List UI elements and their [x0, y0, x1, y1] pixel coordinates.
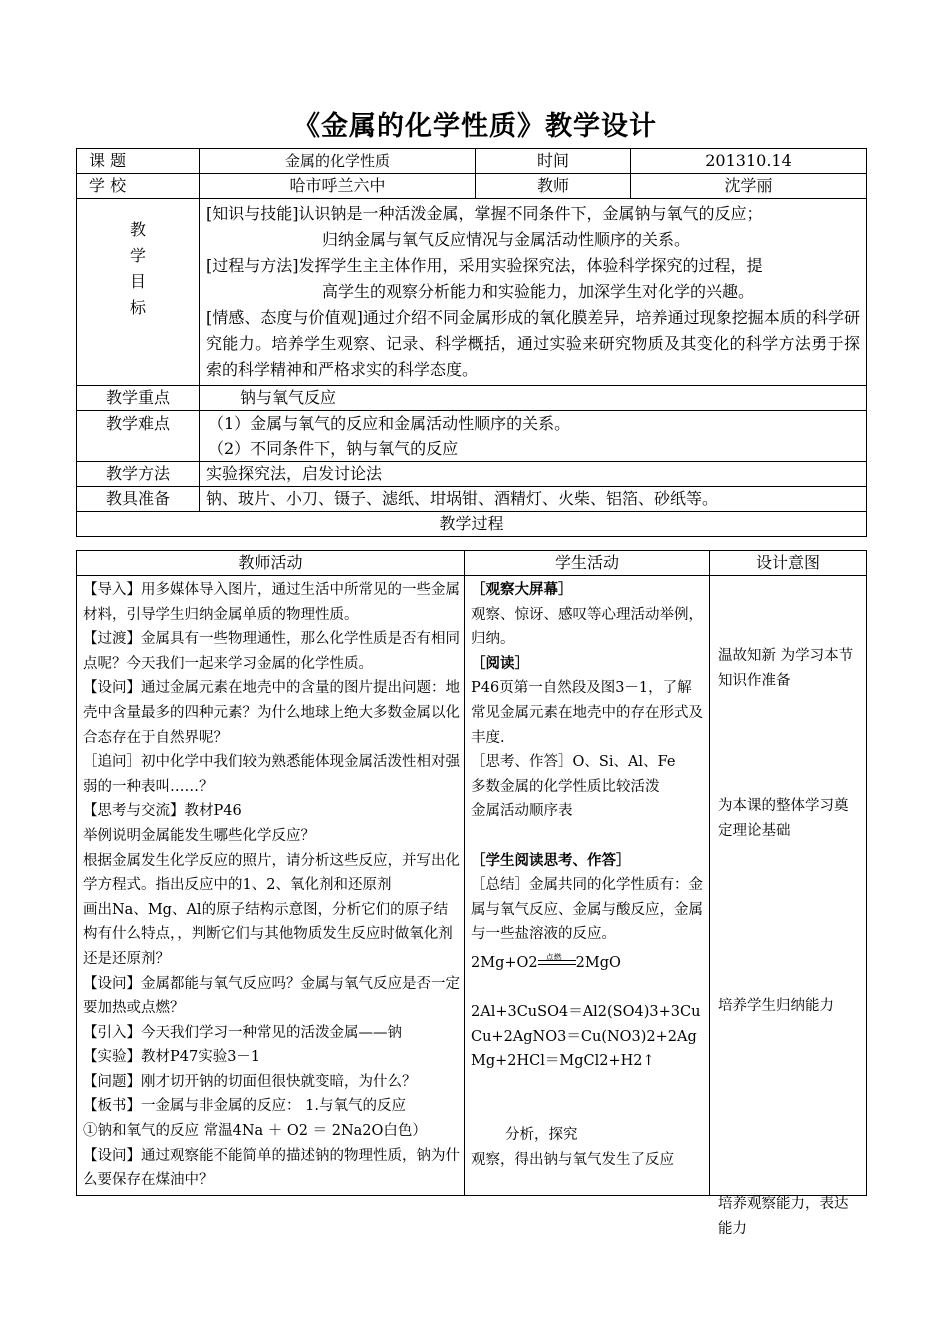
time-label: 时间: [476, 149, 631, 174]
equation-2: 2Al+3CuSO4＝Al2(SO4)3+3Cu: [471, 1004, 701, 1021]
equation-1: [471, 951, 703, 976]
goal-knowledge: [知识与技能]认识钠是一种活泼金属，掌握不同条件下，金属钠与氧气的反应；: [206, 204, 763, 223]
teacher-item: 【板书】一金属与非金属的反应： 1.与氧气的反应: [83, 1098, 406, 1115]
intent-item: 培养学生归纳能力: [718, 998, 834, 1014]
eq1-right: 2MgO: [575, 954, 621, 971]
header-intent: 设计意图: [710, 551, 867, 576]
difficulty-value: [200, 411, 867, 462]
teacher-item: 【设问】通过观察能不能简单的描述钠的物理性质，钠为什么要保存在煤油中？: [83, 1147, 460, 1189]
topic-label: 课 题: [77, 149, 200, 174]
goal-process-cont: 高学生的观察分析能力和实验能力，加深学生对化学的兴趣。: [322, 282, 755, 301]
student-item: ［思考、作答］O、Si、Al、Fe: [471, 754, 676, 771]
intent-item: 为本课的整体学习奠定理论基础: [718, 798, 849, 839]
student-item: ［总结］金属共同的化学性质有：金属与氧气反应、金属与酸反应，金属与一些盐溶液的反应。: [471, 877, 703, 943]
goals-label-char: 目: [129, 272, 146, 291]
header-student: 学生活动: [465, 551, 710, 576]
teacher-activities: [77, 576, 465, 1196]
teacher-item: 根据金属发生化学反应的照片，请分析这些反应，并写出化学方程式。指出反应中的1、2、氧化剂和还原剂: [83, 852, 460, 894]
equation-3: Cu+2AgNO3＝Cu(NO3)2+2Ag: [471, 1028, 697, 1045]
goals-label-char: 学: [129, 246, 146, 265]
goals-label-char: 标: [129, 298, 146, 317]
header-teacher: 教师活动: [77, 551, 465, 576]
student-item: 金属活动顺序表: [471, 803, 573, 820]
student-item: 观察，得出钠与氧气发生了反应: [471, 1151, 674, 1168]
student-item: ［阅读］: [471, 654, 529, 672]
design-intents: [710, 576, 867, 1237]
spacer: [471, 1098, 703, 1123]
student-item: ［观察大屏幕］: [471, 581, 573, 598]
spacer: [471, 976, 703, 1001]
student-item: 多数金属的化学性质比较活泼: [471, 778, 660, 795]
key-point-value: 钠与氧气反应: [200, 386, 867, 411]
teacher-item: 【实验】教材P47实验3－1: [83, 1049, 261, 1066]
goals-content: [200, 199, 867, 386]
student-activities: [465, 576, 710, 1196]
teacher-item: 【引入】今天我们学习一种常见的活泼金属——钠: [83, 1024, 402, 1041]
key-point-label: 教学重点: [77, 386, 200, 411]
teacher-value: 沈学丽: [631, 174, 867, 199]
equation-4: Mg+2HCl＝MgCl2+H2↑: [471, 1053, 655, 1070]
tools-value: 钠、玻片、小刀、镊子、滤纸、坩埚钳、酒精灯、火柴、铝箔、砂纸等。: [200, 487, 867, 512]
page-title: 《金属的化学性质》教学设计: [293, 111, 657, 142]
goal-emotion: [情感、态度与价值观]通过介绍不同金属形成的氧化膜差异，培养通过现象挖掘本质的科学研究能力。培养学生观察、记录、科学概括，通过实验来研究物质及其变化的科学方法勇于探索的科学精神和严格求实的科学态度。: [206, 308, 860, 379]
teacher-item: 【设问】金属都能与氧气反应吗？金属与氧气反应是否一定要加热或点燃？: [83, 975, 460, 1017]
spacer: [471, 824, 703, 849]
info-table: [76, 148, 867, 537]
teacher-item: 举例说明金属能发生哪些化学反应？: [83, 827, 315, 844]
student-item: P46页第一自然段及图3－1，了解常见金属元素在地壳中的存在形式及丰度.: [471, 680, 703, 746]
topic-value: 金属的化学性质: [200, 149, 476, 174]
goals-label: [77, 199, 200, 386]
goal-knowledge-cont: 归纳金属与氧气反应情况与金属活动性顺序的关系。: [322, 230, 691, 249]
eq1-condition: 点燃: [545, 952, 562, 962]
school-value: 哈市呼兰六中: [200, 174, 476, 199]
goals-label-char: 教: [129, 220, 146, 239]
intent-item: 培养观察能力，表达能力: [718, 1196, 849, 1237]
eq-sign: [538, 952, 576, 968]
process-title: 教学过程: [77, 512, 867, 537]
student-item: 分析，探究: [505, 1127, 578, 1144]
difficulty-label: 教学难点: [77, 411, 200, 462]
process-table: [76, 526, 867, 1237]
teacher-item: 【问题】刚才切开钠的切面但很快就变暗，为什么？: [83, 1073, 417, 1090]
teacher-item: 画出Na、Mg、Al的原子结构示意图，分析它们的原子结构有什么特点，，判断它们与其他物质发生反应时做氧化剂还是还原剂？: [83, 901, 453, 967]
teacher-item: 【导入】用多媒体导入图片，通过生活中所常见的一些金属材料，引导学生归纳金属单质的物理性质。: [83, 582, 460, 623]
method-label: 教学方法: [77, 462, 200, 487]
teacher-item: 【过渡】金属具有一些物理通性，那么化学性质是否有相同点呢？今天我们一起来学习金属的化学性质。: [83, 631, 460, 672]
method-value: 实验探究法，启发讨论法: [200, 462, 867, 487]
eq1-left: 2Mg+O2: [471, 954, 538, 971]
teacher-label: 教师: [476, 174, 631, 199]
school-label: 学 校: [77, 174, 200, 199]
student-item: ［学生阅读思考、作答］: [471, 851, 631, 869]
time-value: 201310.14: [631, 149, 867, 174]
tools-label: 教具准备: [77, 487, 200, 512]
difficulty-item: （2）不同条件下，钠与氧气的反应: [208, 439, 459, 458]
intent-item: 温故知新 为学习本节知识作准备: [718, 648, 854, 689]
teacher-item: ①钠和氧气的反应 常温4Na ＋ O2 ＝ 2Na2O白色）: [83, 1123, 427, 1140]
difficulty-item: （1）金属与氧气的反应和金属活动性顺序的关系。: [208, 414, 571, 433]
teacher-item: 【思考与交流】教材P46: [83, 803, 242, 820]
goal-process: [过程与方法]发挥学生主主体作用，采用实验探究法，体验科学探究的过程，提: [206, 256, 763, 275]
teacher-item: 【设问】通过金属元素在地壳中的含量的图片提出问题：地壳中含量最多的四种元素？为什么地球上绝大多数金属以化合态存在于自然界呢？: [83, 680, 460, 746]
spacer: [471, 1074, 703, 1099]
student-item: 观察、惊讶、感叹等心理活动举例，归纳。: [471, 606, 703, 648]
teacher-item: ［追问］初中化学中我们较为熟悉能体现金属活泼性相对强弱的一种表叫……？: [83, 754, 460, 795]
